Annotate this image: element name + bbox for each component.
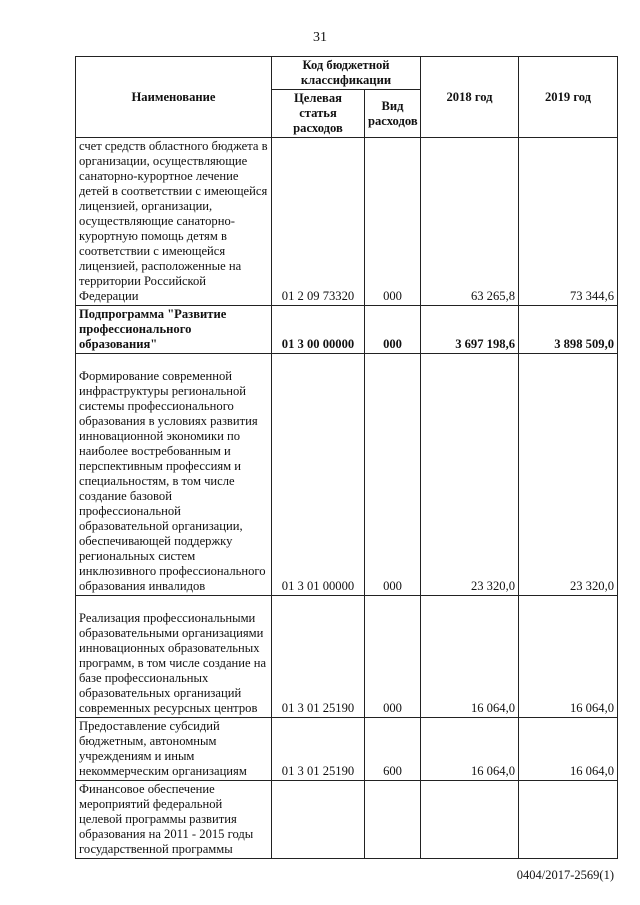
row-expense-type: 000	[365, 354, 421, 596]
table-row	[76, 596, 618, 718]
row-amount-2018: 63 265,8	[421, 138, 519, 306]
row-name: Формирование современной инфраструктуры региональной системы профессионального образования в условиях развития инновационной экономики по наиболее востребованным и перспективным профессиям и специальностям, в том числе создание базовой профессиональной образовательной организации, обеспечивающей поддержку региональных систем инклюзивного профессионального образования инвалидов	[76, 354, 272, 596]
row-expense-type: 000	[365, 596, 421, 718]
row-expense-type	[365, 781, 421, 859]
row-target-item: 01 3 01 25190	[272, 596, 365, 718]
row-amount-2019: 16 064,0	[519, 596, 618, 718]
header-target-item: Целевая статья расходов	[272, 90, 365, 138]
row-amount-2018	[421, 781, 519, 859]
header-year-2018: 2018 год	[421, 57, 519, 138]
row-name: Финансовое обеспечение мероприятий федеральной целевой программы развития образования на 2011 - 2015 годы государственной программы	[76, 781, 272, 859]
header-year-2019: 2019 год	[519, 57, 618, 138]
row-name: счет средств областного бюджета в организации, осуществляющие санаторно-курортное лечение детей в соответствии с имеющейся лицензией, организации, осуществляющие санаторно-курортную помощь детям в соответствии с имеющейся лицензией, расположенные на территории Российской Федерации	[76, 138, 272, 306]
row-amount-2019: 16 064,0	[519, 718, 618, 781]
header-expense-type: Вид расходов	[365, 90, 421, 138]
row-name: Реализация профессиональными образовательными организациями инновационных образовательных программ, в том числе создание на базе профессиональных образовательных организаций современных ресурсных центров	[76, 596, 272, 718]
table-row	[76, 718, 618, 781]
row-amount-2019: 23 320,0	[519, 354, 618, 596]
row-amount-2019: 3 898 509,0	[519, 306, 618, 354]
table-row	[76, 138, 618, 306]
budget-table	[75, 56, 618, 859]
row-target-item	[272, 781, 365, 859]
row-amount-2018: 23 320,0	[421, 354, 519, 596]
row-name: Подпрограмма "Развитие профессионального образования"	[76, 306, 272, 354]
page-number: 31	[313, 30, 327, 45]
document-code: 0404/2017-2569(1)	[516, 868, 614, 882]
header-name: Наименование	[76, 57, 272, 138]
row-amount-2018: 16 064,0	[421, 718, 519, 781]
table-row	[76, 354, 618, 596]
row-amount-2019: 73 344,6	[519, 138, 618, 306]
row-expense-type: 600	[365, 718, 421, 781]
table-row	[76, 781, 618, 859]
row-expense-type: 000	[365, 138, 421, 306]
row-target-item: 01 3 00 00000	[272, 306, 365, 354]
row-target-item: 01 3 01 25190	[272, 718, 365, 781]
row-target-item: 01 3 01 00000	[272, 354, 365, 596]
row-amount-2018: 3 697 198,6	[421, 306, 519, 354]
row-amount-2019	[519, 781, 618, 859]
table-row-subprogram	[76, 306, 618, 354]
row-expense-type: 000	[365, 306, 421, 354]
row-target-item: 01 2 09 73320	[272, 138, 365, 306]
row-name: Предоставление субсидий бюджетным, автономным учреждениям и иным некоммерческим организациям	[76, 718, 272, 781]
header-budget-classification: Код бюджетной классификации	[272, 57, 421, 90]
row-amount-2018: 16 064,0	[421, 596, 519, 718]
